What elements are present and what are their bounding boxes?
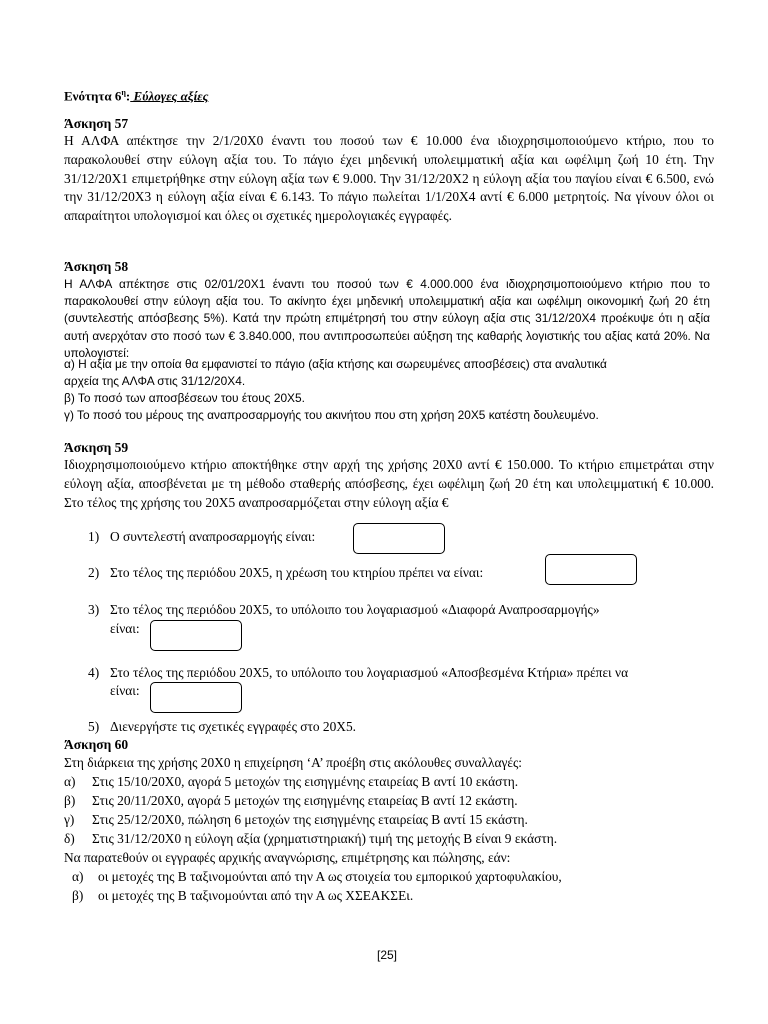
exercise-59-item-4-text: Στο τέλος της περιόδου 20Χ5, το υπόλοιπο του λογαριασμού «Αποσβεσμένα Κτήρια» πρέπει να — [110, 665, 629, 680]
exercise-59-heading: Άσκηση 59 — [64, 440, 129, 455]
answer-box-2[interactable] — [545, 554, 637, 585]
exercise-58-part-c: γ) Το ποσό του μέρους της αναπροσαρμογής του ακινήτου που στη χρήση 20Χ5 κατέστη δουλευμένο. — [64, 408, 599, 422]
section-title-sup: η — [121, 88, 126, 97]
exercise-59-item-3-text-cont: είναι: — [110, 621, 140, 636]
exercise-60-heading: Άσκηση 60 — [64, 737, 129, 752]
exercise-58-part-a-line1: α) Η αξία με την οποία θα εμφανιστεί το πάγιο (αξία κτήσης και σωρευμένες αποσβέσεις) στα αναλυτικά — [64, 357, 607, 371]
exercise-59-item-4-text-cont: είναι: — [110, 683, 140, 698]
exercise-60-item-c-text: Στις 25/12/20Χ0, πώληση 6 μετοχών της εισηγμένης εταιρείας Β αντί 15 εκάστη. — [92, 812, 528, 827]
exercise-60-item-a-label: α) — [64, 774, 76, 789]
exercise-60-question: Να παρατεθούν οι εγγραφές αρχικής αναγνώρισης, επιμέτρησης και πώλησης, εάν: — [64, 850, 511, 865]
exercise-59-item-4-number: 4) — [88, 665, 100, 680]
section-title-colon: : — [125, 88, 131, 104]
exercise-60-case-a-text: οι μετοχές της Β ταξινομούνται από την Α ως στοιχεία του εμπορικού χαρτοφυλακίου, — [98, 869, 562, 884]
exercise-58-text: Η ΑΛΦΑ απέκτησε στις 02/01/20Χ1 έναντι του ποσού των € 4.000.000 ένα ιδιοχρησιμοποιούμενο κτήριο που το παρακολουθεί στην εύλογη αξία του. Το ακίνητο έχει μηδενική υπολειμματική αξία και ωφέλιμη οικονομική ζωή 20 έτη (συντελεστής απόσβεσης 5%). Κατά την πρώτη επιμέτρησή του στην εύλογη αξία στις 31/12/20Χ4 προέκυψε ότι η αξία αυτή ανερχόταν στο ποσό των € 3.840.000, που αντιπροσωπεύει αύξηση της καθαρής λογιστικής του αξίας κατά 20%. Να υπολογιστεί: — [64, 277, 710, 360]
exercise-60-item-b-text: Στις 20/11/20Χ0, αγορά 5 μετοχών της εισηγμένης εταιρείας Β αντί 12 εκάστη. — [92, 793, 518, 808]
exercise-60-item-d-text: Στις 31/12/20Χ0 η εύλογη αξία (χρηματιστηριακή) τιμή της μετοχής Β είναι 9 εκάστη. — [92, 831, 558, 846]
exercise-59-item-3-text: Στο τέλος της περιόδου 20Χ5, το υπόλοιπο του λογαριασμού «Διαφορά Αναπροσαρμογής» — [110, 602, 600, 617]
exercise-57-text: Η ΑΛΦΑ απέκτησε την 2/1/20Χ0 έναντι του ποσού των € 10.000 ένα ιδιοχρησιμοποιούμενο κτήριο, που το παρακολουθεί στην εύλογη αξία του. Το πάγιο έχει μηδενική υπολειμματική αξία και ωφέλιμη ζωή 10 έτη. Την 31/12/20Χ1 επιμετρήθηκε στην εύλογη αξία των € 9.000. Την 31/12/20Χ2 η εύλογη αξία του παγίου είναι € 6.500, ενώ την 31/12/20Χ3 η εύλογη αξία είναι € 6.143. Το πάγιο πωλείται 1/1/20Χ4 αντί € 6.000 μετρητοίς. Να γίνουν όλοι οι απαραίτητοι υπολογισμοί και όλες οι σχετικές ημερολογιακές εγγραφές. — [64, 133, 714, 224]
exercise-59-item-2-number: 2) — [88, 565, 100, 580]
exercise-60-case-b-text: οι μετοχές της Β ταξινομούνται από την Α ως ΧΣΕΑΚΣΕι. — [98, 888, 414, 903]
exercise-58-part-b: β) Το ποσό των αποσβέσεων του έτους 20Χ5. — [64, 391, 305, 405]
exercise-59-item-5-text: Διενεργήστε τις σχετικές εγγραφές στο 20Χ5. — [110, 719, 357, 734]
answer-box-1[interactable] — [353, 523, 445, 554]
answer-box-3[interactable] — [150, 620, 242, 651]
exercise-60-case-a-label: α) — [72, 869, 84, 884]
exercise-59-item-5-number: 5) — [88, 719, 100, 734]
answer-box-4[interactable] — [150, 682, 242, 713]
exercise-59-item-2-text: Στο τέλος της περιόδου 20Χ5, η χρέωση του κτηρίου πρέπει να είναι: — [110, 565, 484, 580]
exercise-60-item-b-label: β) — [64, 793, 76, 808]
section-title-prefix: Ενότητα 6 — [64, 88, 122, 104]
exercise-58-part-a-line2: αρχεία της ΑΛΦΑ στις 31/12/20Χ4. — [64, 374, 246, 388]
section-title-topic: Εύλογες αξίες — [130, 88, 209, 104]
exercise-59-item-1-text: Ο συντελεστή αναπροσαρμογής είναι: — [110, 529, 316, 544]
exercise-60-item-a-text: Στις 15/10/20Χ0, αγορά 5 μετοχών της εισηγμένης εταιρείας Β αντί 10 εκάστη. — [92, 774, 519, 789]
exercise-60-intro: Στη διάρκεια της χρήσης 20Χ0 η επιχείρηση ‘Α’ προέβη στις ακόλουθες συναλλαγές: — [64, 755, 523, 770]
exercise-58-heading: Άσκηση 58 — [64, 259, 129, 274]
exercise-57-heading: Άσκηση 57 — [64, 116, 129, 131]
exercise-59-text: Ιδιοχρησιμοποιούμενο κτήριο αποκτήθηκε στην αρχή της χρήσης 20Χ0 αντί € 150.000. Το κτήριο επιμετράται στην εύλογη αξία, αποσβένεται με τη μέθοδο σταθερής απόσβεσης, έχει ωφέλιμη ζωή 20 έτη και υπολειμματική € 10.000. Στο τέλος της χρήσης του 20Χ5 αναπροσαρμόζεται στην εύλογη αξία € — [64, 457, 714, 510]
exercise-59-item-3-number: 3) — [88, 602, 100, 617]
exercise-60-item-d-label: δ) — [64, 831, 75, 846]
exercise-59-item-1-number: 1) — [88, 529, 100, 544]
page-number: [25] — [377, 948, 398, 962]
section-title — [64, 88, 208, 104]
exercise-60-item-c-label: γ) — [64, 812, 75, 827]
exercise-60-case-b-label: β) — [72, 888, 84, 903]
